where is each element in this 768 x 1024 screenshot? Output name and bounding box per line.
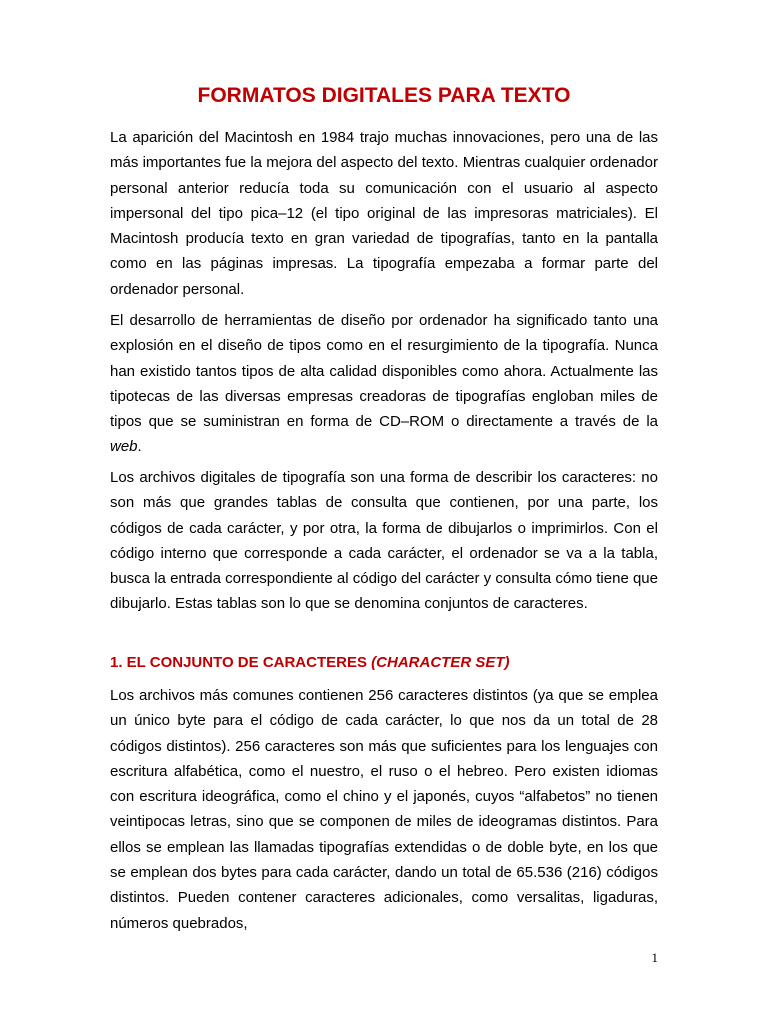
paragraph-archivos-digitales: Los archivos digitales de tipografía son una forma de describir los caracteres: no son más que grandes tablas de consulta que contienen, por una parte, los códigos de cada carácter, y por otra, la forma de dibujarlos o imprimirlos. Con el código interno que corresponde a cada carácter, el ordenador se va a la tabla, busca la entrada correspondiente al código del carácter y consulta cómo tiene que dibujarlo. Estas tablas son lo que se denomina conjuntos de caracteres. [110, 469, 658, 613]
paragraph-macintosh: La aparición del Macintosh en 1984 trajo muchas innovaciones, pero una de las más importantes fue la mejora del aspecto del texto. Mientras cualquier ordenador personal anterior reducía toda su comunicación con el usuario al aspecto impersonal del tipo pica–12 (el tipo original de las impresoras matriciales). El Macintosh producía texto en gran variedad de tipografías, tanto en la pantalla como en las páginas impresas. La tipografía empezaba a formar parte del ordenador personal. [110, 129, 658, 298]
paragraph-herramientas-text: El desarrollo de herramientas de diseño por ordenador ha significado tanto una explosión en el diseño de tipos como en el resurgimiento de la tipografía. Nunca han existido tantos tipos de alta calidad disponibles como ahora. Actualmente las tipotecas de las diversas empresas creadoras de tipografías engloban miles de tipos que se suministran en forma de CD–ROM o directamente a través de la [110, 312, 658, 431]
section-heading-italic: (CHARACTER SET) [371, 654, 510, 671]
web-emphasis: web [110, 438, 138, 456]
document-title: FORMATOS DIGITALES PARA TEXTO [197, 84, 571, 107]
paragraph-herramientas-end: . [137, 438, 142, 456]
paragraph-herramientas [110, 308, 658, 460]
paragraph-archivos-comunes: Los archivos más comunes contienen 256 caracteres distintos (ya que se emplea un único byte para el código de cada carácter, lo que nos da un total de 28 códigos distintos). 256 caracteres son más que suficientes para los lenguajes con escritura alfabética, como el nuestro, el ruso o el hebreo. Pero existen idiomas con escritura ideográfica, como el chino y el japonés, cuyos “alfabetos” no tienen veintipocas letras, sino que se componen de miles de ideogramas distintos. Para ellos se emplean las llamadas tipografías extendidas o de doble byte, en los que se emplean dos bytes para cada carácter, dando un total de 65.536 (216) códigos distintos. Pueden contener caracteres adicionales, como versalitas, ligaduras, números quebrados, [110, 687, 658, 932]
section-heading [110, 650, 509, 675]
page-number: 1 [651, 950, 658, 965]
section-heading-text: 1. EL CONJUNTO DE CARACTERES [110, 654, 372, 671]
